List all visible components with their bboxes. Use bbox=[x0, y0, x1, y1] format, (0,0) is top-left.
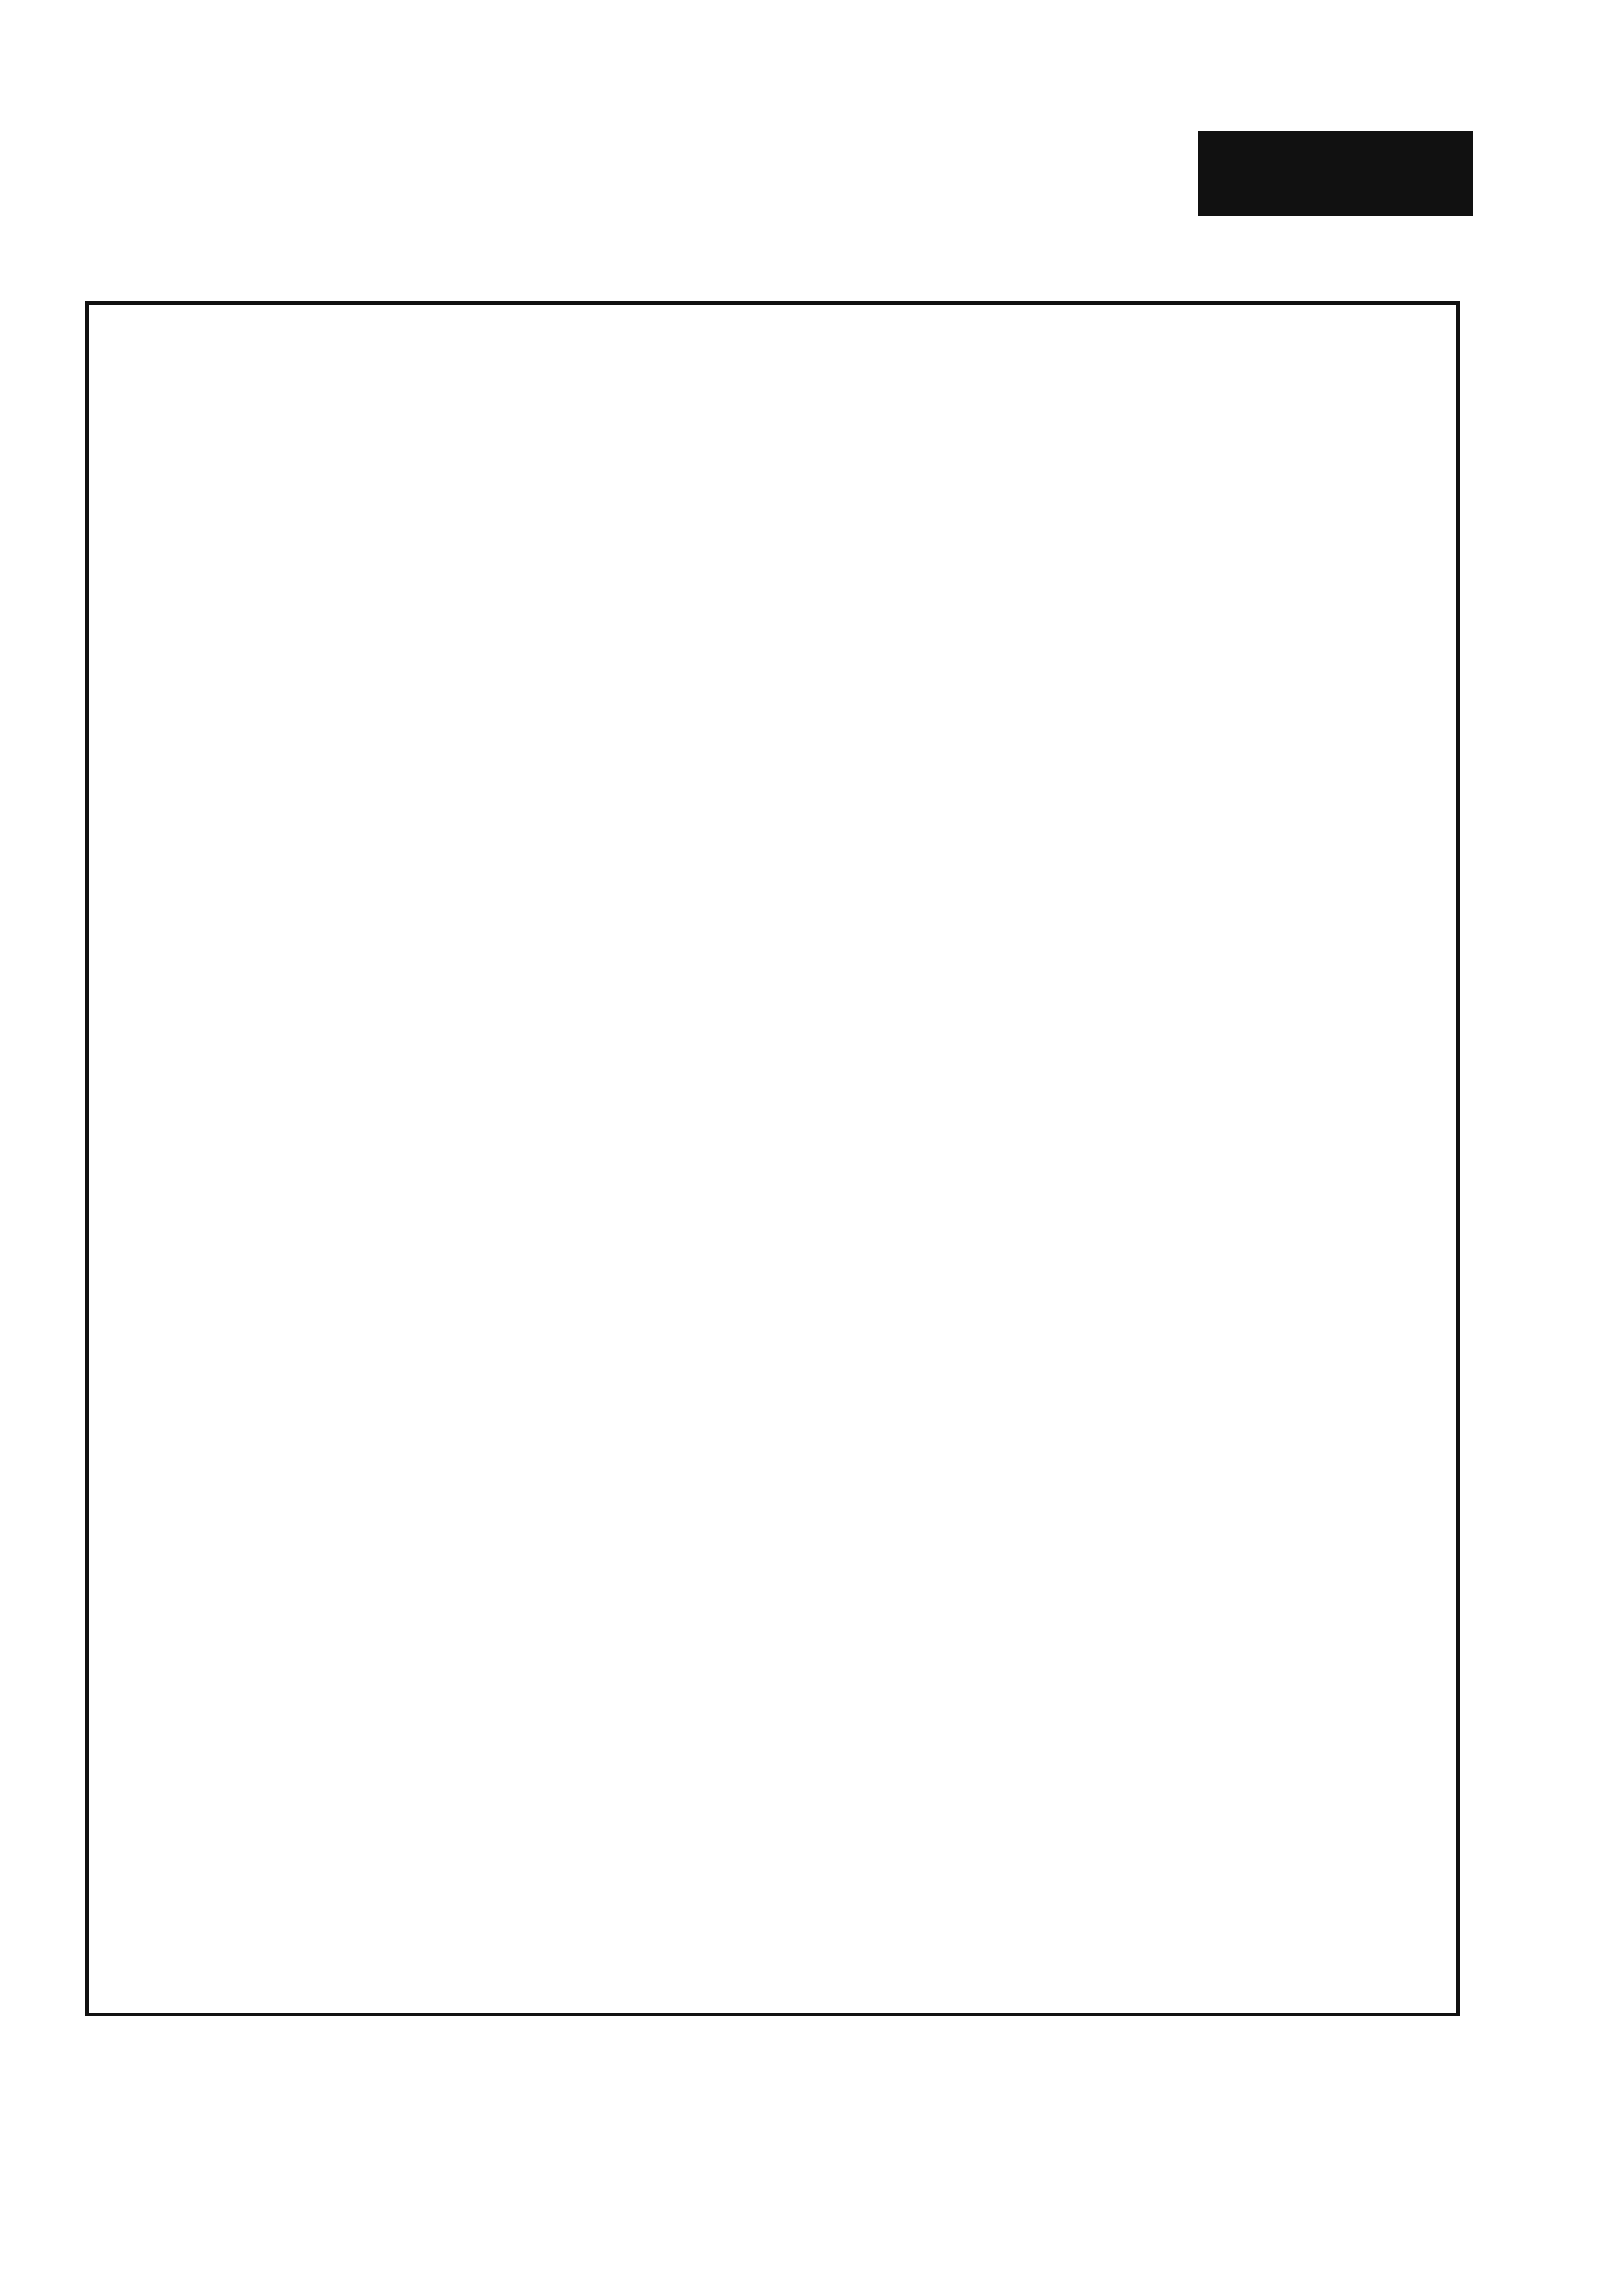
form-frame bbox=[85, 301, 1460, 2016]
logo bbox=[1198, 131, 1473, 216]
